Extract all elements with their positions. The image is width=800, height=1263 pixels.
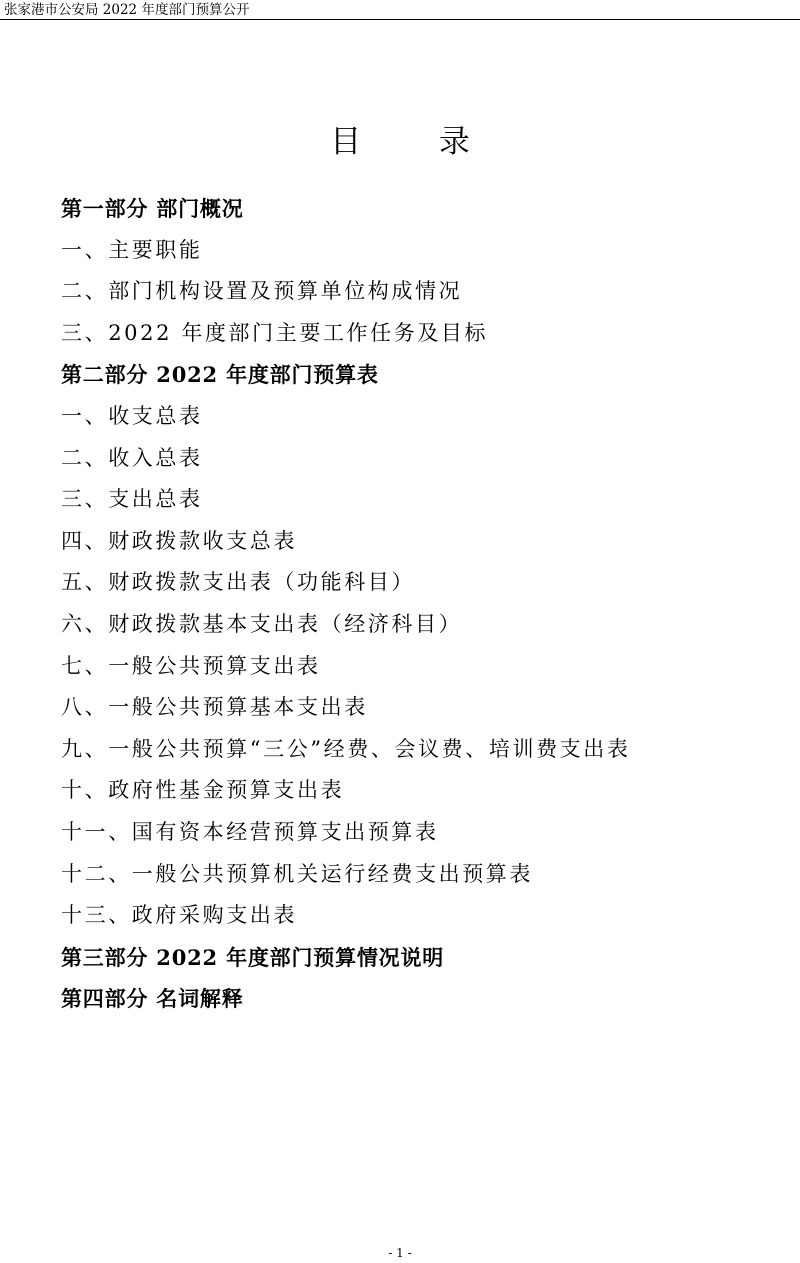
toc-part-heading: 第四部分 名词解释: [61, 986, 244, 1012]
toc-entry: 二、收入总表: [61, 445, 203, 470]
toc-entry: 一、主要职能: [61, 237, 203, 262]
toc-entry: 六、财政拨款基本支出表（经济科目）: [61, 611, 463, 636]
page-title: 目 录: [330, 124, 504, 160]
toc-entry: 九、一般公共预算“三公”经费、会议费、培训费支出表: [61, 736, 631, 761]
toc-entry: 五、财政拨款支出表（功能科目）: [61, 570, 415, 595]
toc-entry: 十、政府性基金预算支出表: [61, 778, 345, 803]
toc-entry: 七、一般公共预算支出表: [61, 653, 321, 678]
toc-entry: 十一、国有资本经营预算支出预算表: [61, 819, 439, 844]
toc-entry: 三、支出总表: [61, 487, 203, 512]
toc-part-heading: 第二部分 2022 年度部门预算表: [61, 362, 379, 388]
toc-entry: 二、部门机构设置及预算单位构成情况: [61, 279, 463, 304]
toc-entry: 八、一般公共预算基本支出表: [61, 695, 368, 720]
toc-entry: 三、2022 年度部门主要工作任务及目标: [61, 320, 489, 345]
table-of-contents: [61, 188, 630, 1020]
toc-part-heading: 第一部分 部门概况: [61, 196, 244, 221]
toc-entry: 一、收支总表: [61, 403, 203, 428]
page-number: - 1 -: [388, 1246, 412, 1260]
toc-entry: 四、财政拨款收支总表: [61, 528, 297, 553]
header-rule: [0, 19, 800, 20]
toc-entry: 十三、政府采购支出表: [61, 903, 297, 928]
running-header: 张家港市公安局 2022 年度部门预算公开: [4, 2, 250, 18]
toc-part-heading: 第三部分 2022 年度部门预算情况说明: [61, 944, 445, 970]
toc-entry: 十二、一般公共预算机关运行经费支出预算表: [61, 861, 533, 886]
